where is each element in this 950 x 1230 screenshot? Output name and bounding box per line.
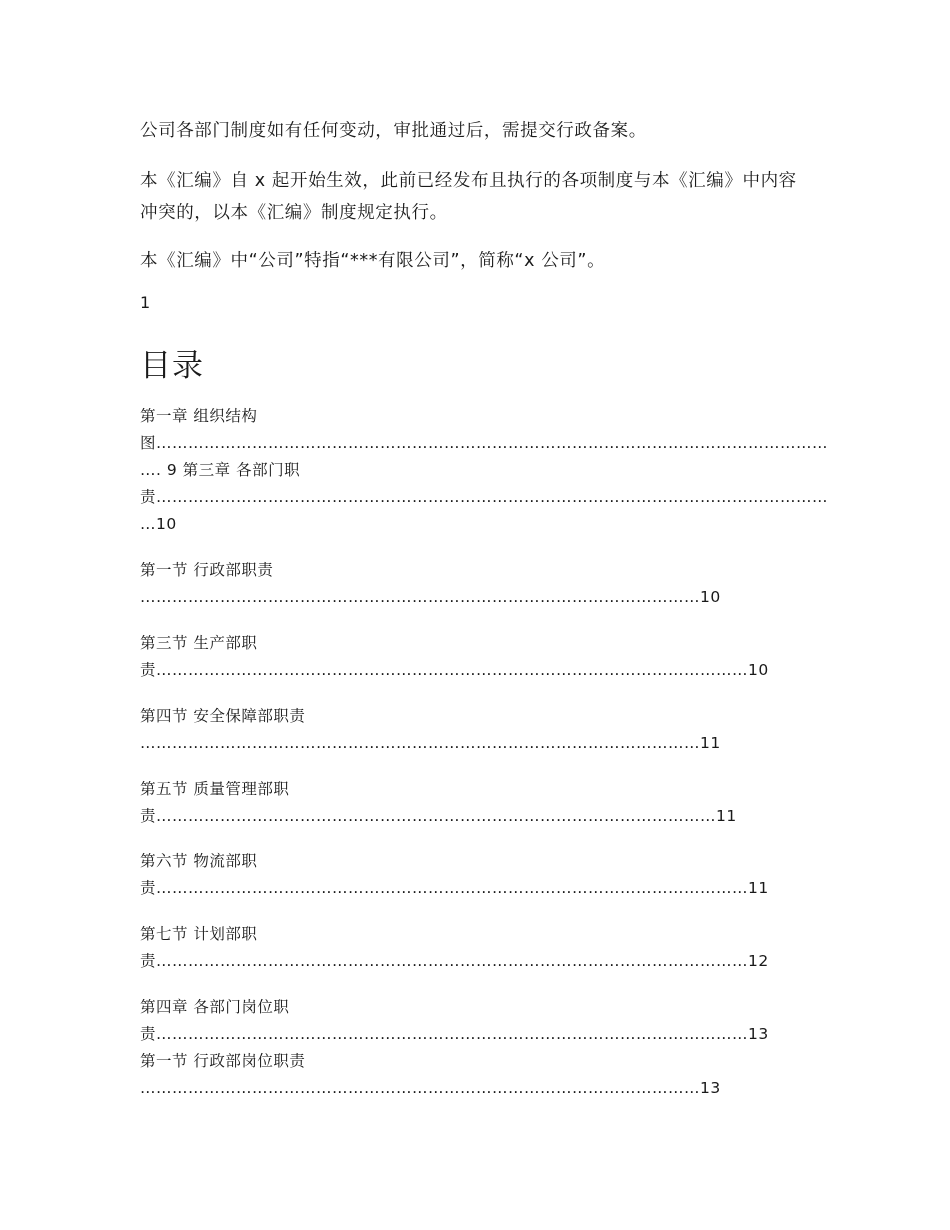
toc-entry[interactable]: 责………………………………………………………………………………………………………………	[140, 488, 829, 506]
toc-entry[interactable]: 图………………………………………………………………………………………………………………	[140, 434, 829, 452]
toc-entry[interactable]: 第一节 行政部职责	[140, 561, 274, 579]
toc-title: 目录	[140, 348, 204, 384]
toc-entry[interactable]: 责…………………………………………………………………………………………………11	[140, 879, 769, 897]
paragraph-company-definition: 本《汇编》中“公司”特指“***有限公司”，简称“x 公司”。	[140, 251, 606, 271]
toc-entry[interactable]: 第五节 质量管理部职	[140, 780, 290, 798]
toc-entry[interactable]: 第一章 组织结构	[140, 407, 258, 425]
toc-entry[interactable]: ……………………………………………………………………………………………13	[140, 1079, 721, 1097]
toc-entry[interactable]: …10	[140, 515, 177, 533]
toc-entry[interactable]: 第四章 各部门岗位职	[140, 998, 290, 1016]
page-number: 1	[140, 293, 151, 312]
toc-entry[interactable]: ……………………………………………………………………………………………11	[140, 734, 721, 752]
toc-entry[interactable]: 第三节 生产部职	[140, 634, 258, 652]
toc-entry[interactable]: 第一节 行政部岗位职责	[140, 1052, 306, 1070]
toc-entry[interactable]: 责……………………………………………………………………………………………11	[140, 807, 737, 825]
paragraph-effective-date: 本《汇编》自 x 起开始生效，此前已经发布且执行的各项制度与本《汇编》中内容冲突的，以本《汇编》制度规定执行。	[140, 171, 797, 223]
toc-entry[interactable]: 第六节 物流部职	[140, 852, 258, 870]
toc-entry[interactable]: ……………………………………………………………………………………………10	[140, 588, 721, 606]
toc-entry[interactable]: 责…………………………………………………………………………………………………12	[140, 952, 769, 970]
toc-entry[interactable]: 第四节 安全保障部职责	[140, 707, 306, 725]
toc-entry[interactable]: …. 9 第三章 各部门职	[140, 461, 301, 479]
toc-entry[interactable]: 责…………………………………………………………………………………………………10	[140, 661, 769, 679]
toc-entry[interactable]: 第七节 计划部职	[140, 925, 258, 943]
paragraph-change-notice: 公司各部门制度如有任何变动，审批通过后，需提交行政备案。	[140, 121, 647, 141]
toc-entry[interactable]: 责…………………………………………………………………………………………………13	[140, 1025, 769, 1043]
